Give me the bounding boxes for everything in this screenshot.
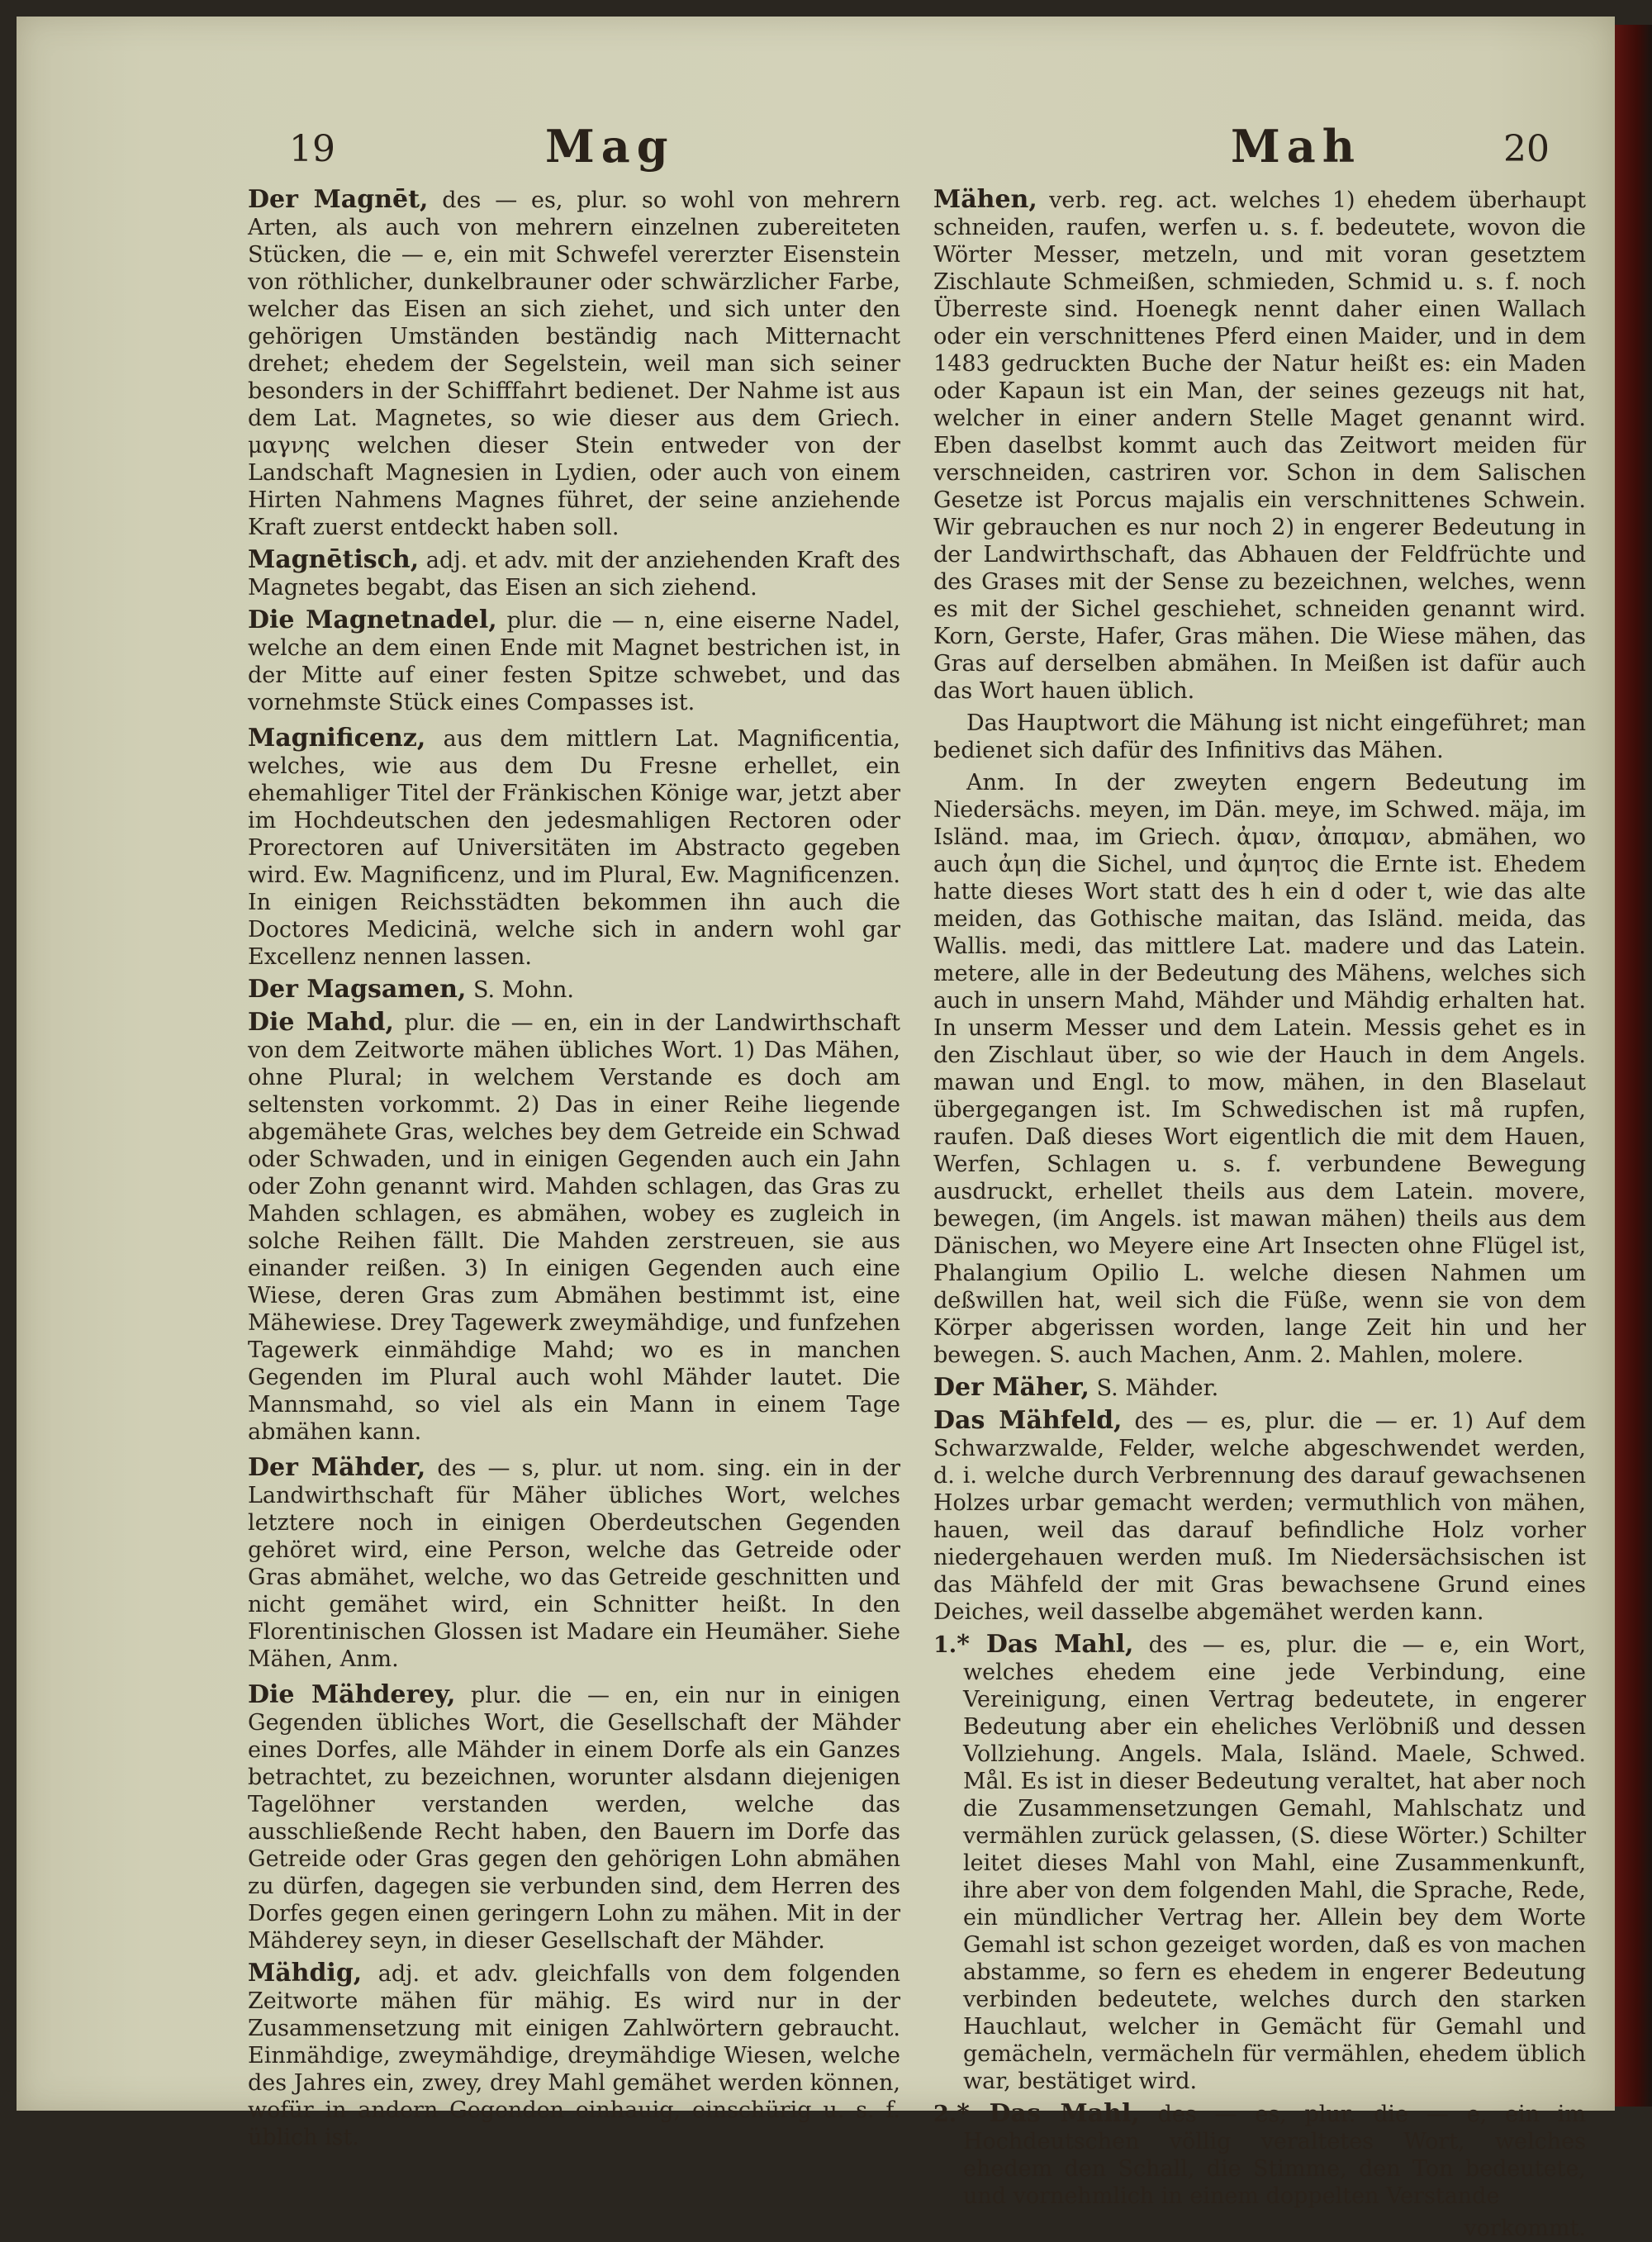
entry-headword: Der Magsamen, <box>248 975 467 1004</box>
entry-headword: Die Magnetnadel, <box>248 606 497 634</box>
entry-text: aus dem mittlern Lat. Magnificentia, welches, wie aus dem Du Fresne erhellet, ein ehemahliger Titel der Fränkischen Könige war, jetzt aber im Hochdeutschen den jedesmahligen Rectoren oder Prorectoren auf Universitäten im Abstracto gegeben wird. Ew. Magnificenz, und im Plural, Ew. Magnificenzen. In einigen Reichsstädten bekommen ihn auch die Doctores Medicinä, welche sich in andern wohl gar Excellenz nennen lassen. <box>248 726 900 970</box>
entry-text: plur. die — n, eine eiserne Nadel, welche an dem einen Ende mit Magnet bestrichen ist, in der Mitte auf einer festen Spitze schwebet, und das vornehmste Stück eines Compasses ist. <box>248 608 900 715</box>
book-page <box>17 17 1615 2241</box>
dictionary-entry <box>248 546 900 601</box>
entry-headword: Mähen, <box>933 185 1037 214</box>
book-cover-edge <box>1615 25 1652 2107</box>
running-head-left: Mag <box>545 120 675 173</box>
page-number-right: 20 <box>1503 128 1550 170</box>
entry-headword: Die Mahd, <box>248 1008 394 1037</box>
dictionary-entry <box>248 1681 900 1955</box>
entry-number: 2. <box>933 2102 957 2127</box>
page-number-left: 19 <box>289 128 335 170</box>
entry-text: adj. et adv. mit der anziehenden Kraft des Magnetes begabt, das Eisen an sich ziehend. <box>248 548 900 601</box>
dictionary-entry <box>933 1374 1586 1402</box>
dictionary-entry <box>248 186 900 541</box>
entry-headword: Das Mähfeld, <box>933 1406 1123 1435</box>
entry-text: des — es, plur. die — e, ein im Hochdeutschen völlig veraltetes Wort, welches ehedem den Schall, die Stimme, den Ton bedeutete, und vornehmlich in einem doppelten Verstande <box>963 2102 1586 2209</box>
entry-headword: Der Magnēt, <box>248 185 429 214</box>
dictionary-entry <box>248 1454 900 1673</box>
entry-text: S. Mähder. <box>1096 1375 1219 1401</box>
entry-headword: Der Mäher, <box>933 1373 1089 1402</box>
entry-headword: Magnificenz, <box>248 724 426 753</box>
dictionary-entry <box>248 606 900 716</box>
entry-text: des — es, plur. so wohl von mehrern Arten, als auch von mehrern einzelnen zubereiteten Stücken, die — e, ein mit Schwefel vererzter Eisenstein von röthlicher, dunkelbrauner oder schwärzlicher Farbe, welcher das Eisen an sich ziehet, und sich unter den gehörigen Umständen beständig nach Mitternacht drehet; ehedem der Segelstein, weil man sich seiner besonders in der Schifffahrt bedienet. Der Nahme ist aus dem Lat. Magnetes, so wie dieser aus dem Griech. μαγνης welchen dieser Stein entweder von der Landschaft Magnesien in Lydien, oder auch von einem Hirten Nahmens Magnes führet, der seine anziehende Kraft zuerst entdeckt haben soll. <box>248 188 901 540</box>
left-column <box>248 186 900 2156</box>
catchword: vorkommt. <box>1464 2216 1586 2241</box>
dictionary-entry <box>248 724 900 971</box>
entry-annotation: Anm. In der zweyten engern Bedeutung im Niedersächs. meyen, im Dän. meye, im Schwed. mäja, im Isländ. maa, im Griech. ἀμαν, ἀπαμαν, abmähen, wo auch ἀμη die Sichel, und ἀμητος die Ernte ist. Ehedem hatte dieses Wort statt des h ein d oder t, wie das alte meiden, das Gothische maitan, das Isländ. meida, das Wallis. medi, das mittlere Lat. madere und das Latein. metere, alle in der Bedeutung des Mähens, welches sich auch in unsern Mahd, Mähder und Mähdig erhalten hat. In unserm Messer und dem Latein. Messis gehet es in den Zischlaut über, so wie der Hauch in dem Angels. mawan und Engl. to mow, mähen, in den Blaselaut übergegangen ist. Im Schwedischen ist må rupfen, raufen. Daß dieses Wort eigentlich die mit dem Hauen, Werfen, Schlagen u. s. f. verbundene Bewegung ausdruckt, erhellet theils aus dem Latein. movere, bewegen, (im Angels. ist mawan mähen) theils aus dem Dänischen, wo Meyere eine Art Insecten ohne Flügel ist, Phalangium Opilio L. welche diesen Nahmen um deßwillen hat, weil sich die Füße, wenn sie von dem Körper abgerissen worden, lange Zeit hin und her bewegen. S. auch Machen, Anm. 2. Mahlen, molere. <box>933 770 1586 1368</box>
entry-headword: Die Mähderey, <box>248 1680 456 1709</box>
dictionary-entry <box>933 1407 1586 1626</box>
entry-text: plur. die — en, ein nur in einigen Gegenden übliches Wort, die Gesellschaft der Mähder eines Dorfes, alle Mähder in einem Dorfe als ein Ganzes betrachtet, zu bezeichnen, worunter alsdann diejenigen Tagelöhner verstanden werden, welche das ausschließende Recht haben, den Bauern im Dorfe das Getreide oder Gras gegen den gehörigen Lohn abmähen zu dürfen, dagegen sie verbunden sind, dem Herren des Dorfes gegen einen geringern Lohn zu mähen. Mit in der Mähderey seyn, in dieser Gesellschaft der Mähder. <box>248 1683 900 1954</box>
entry-text: adj. et adv. gleichfalls von dem folgenden Zeitworte mähen für mähig. Es wird nur in der Zusammensetzung mit einigen Zahlwörtern gebraucht. Einmähdige, zweymähdige, dreymähdige Wiesen, welche des Jahres ein, zwey, drey Mahl gemähet werden können, wofür in andern Gegenden einhauig, einschürig u. s. f. üblich ist. <box>248 1961 900 2150</box>
entry-headword: Der Mähder, <box>248 1453 426 1482</box>
dictionary-entry <box>248 976 900 1004</box>
entry-headword: Mähdig, <box>248 1959 363 1988</box>
entry-note: Das Hauptwort die Mähung ist nicht eingeführet; man bedienet sich dafür des Infinitivs das Mähen. <box>933 710 1586 763</box>
page-header <box>17 112 1615 186</box>
dictionary-entry <box>248 1009 900 1446</box>
entry-text: des — es, plur. die — e, ein Wort, welches ehedem eine jede Verbindung, eine Vereinigung, einen Vertrag bedeutete, in engerer Bedeutung aber ein eheliches Verlöbniß und dessen Vollziehung. Angels. Mala, Isländ. Maele, Schwed. Mål. Es ist in dieser Bedeutung veraltet, hat aber noch die Zusammensetzungen Gemahl, Mahlschatz und vermählen zurück gelassen, (S. diese Wörter.) Schilter leitet dieses Mahl von Mahl, eine Zusammenkunft, ihre aber von dem folgenden Mahl, die Sprache, Rede, ein mündlicher Vertrag her. Allein bey dem Worte Gemahl ist schon gezeiget worden, daß es von machen abstamme, so fern es ehedem in engerer Bedeutung verbinden bedeutete, welches durch den starken Hauchlaut, welcher in Gemächt für Gemahl und gemächeln, vermächeln für vermählen, ehedem üblich war, bestätiget wird. <box>963 1632 1586 2094</box>
right-column <box>933 186 1586 2242</box>
entry-text: S. Mohn. <box>472 977 574 1003</box>
dictionary-entry <box>933 1631 1586 2095</box>
entry-number: 1. <box>933 1632 957 1658</box>
entry-headword: * Das Mahl, <box>957 1630 1134 1659</box>
dictionary-entry <box>933 186 1586 705</box>
entry-headword: * Das Mahl, <box>957 2099 1140 2128</box>
entry-text: des — s, plur. ut nom. sing. ein in der Landwirthschaft für Mäher übliches Wort, welches letztere noch in einigen Oberdeutschen Gegenden gehöret wird, eine Person, welche das Getreide oder Gras abmähet, welche, wo das Getreide geschnitten und nicht gemähet wird, ein Schnitter heißt. In den Florentinischen Glossen ist Madare ein Heumäher. Siehe Mähen, Anm. <box>248 1456 900 1672</box>
entry-text: plur. die — en, ein in der Landwirthschaft von dem Zeitworte mähen übliches Wort. 1) Das Mähen, ohne Plural; in welchem Verstande es doch am seltensten vorkommt. 2) Das in einer Reihe liegende abgemähete Gras, welches bey dem Getreide ein Schwad oder Schwaden, und in einigen Gegenden auch ein Jahn oder Zohn genannt wird. Mahden schlagen, das Gras zu Mahden schlagen, es abmähen, wobey es zugleich in solche Reihen fällt. Die Mahden zerstreuen, sie aus einander reißen. 3) In einigen Gegenden auch eine Wiese, deren Gras zum Abmähen bestimmt ist, eine Mähewiese. Drey Tagewerk zweymähdige, und funfzehen Tagewerk einmähdige Mahd; wo es in manchen Gegenden im Plural auch wohl Mähder lautet. Die Mannsmahd, so viel als ein Mann in einem Tage abmähen kann. <box>248 1010 900 1445</box>
running-head-right: Mah <box>1231 120 1362 173</box>
entry-text: verb. reg. act. welches 1) ehedem überhaupt schneiden, raufen, werfen u. s. f. bedeutete, wovon die Wörter Messer, metzeln, und mit voran gesetztem Zischlaute Schmeißen, schmieden, Schmid u. s. f. noch Überreste sind. Hoenegk nennt daher einen Wallach oder ein verschnittenes Pferd einen Maider, und in dem 1483 gedruckten Buche der Natur heißt es: ein Maden oder Kapaun ist ein Man, der seines gezeugs nit hat, welcher in einer andern Stelle Maget genannt wird. Eben daselbst kommt auch das Zeitwort meiden für verschneiden, castriren vor. Schon in dem Salischen Gesetze ist Porcus majalis ein verschnittenes Schwein. Wir gebrauchen es nur noch 2) in engerer Bedeutung in der Landwirthschaft, das Abhauen der Feldfrüchte und des Grases mit der Sense zu bezeichnen, welches, wenn es mit der Sichel geschiehet, schneiden genannt wird. Korn, Gerste, Hafer, Gras mähen. Die Wiese mähen, das Gras auf derselben abmähen. In Meißen ist dafür auch das Wort hauen üblich. <box>933 188 1586 704</box>
dictionary-entry <box>248 1959 900 2151</box>
entry-text: des — es, plur. die — er. 1) Auf dem Schwarzwalde, Felder, welche abgeschwendet werden, d. i. welche durch Verbrennung des darauf gewachsenen Holzes urbar gemacht werden; vermuthlich von mähen, hauen, weil das darauf befindliche Holz vorher niedergehauen werden muß. Im Niedersächsischen ist das Mähfeld der mit Gras bewachsene Grund eines Deiches, weil dasselbe abgemähet werden kann. <box>933 1408 1586 1625</box>
entry-headword: Magnētisch, <box>248 545 420 574</box>
dictionary-entry <box>933 2100 1586 2210</box>
